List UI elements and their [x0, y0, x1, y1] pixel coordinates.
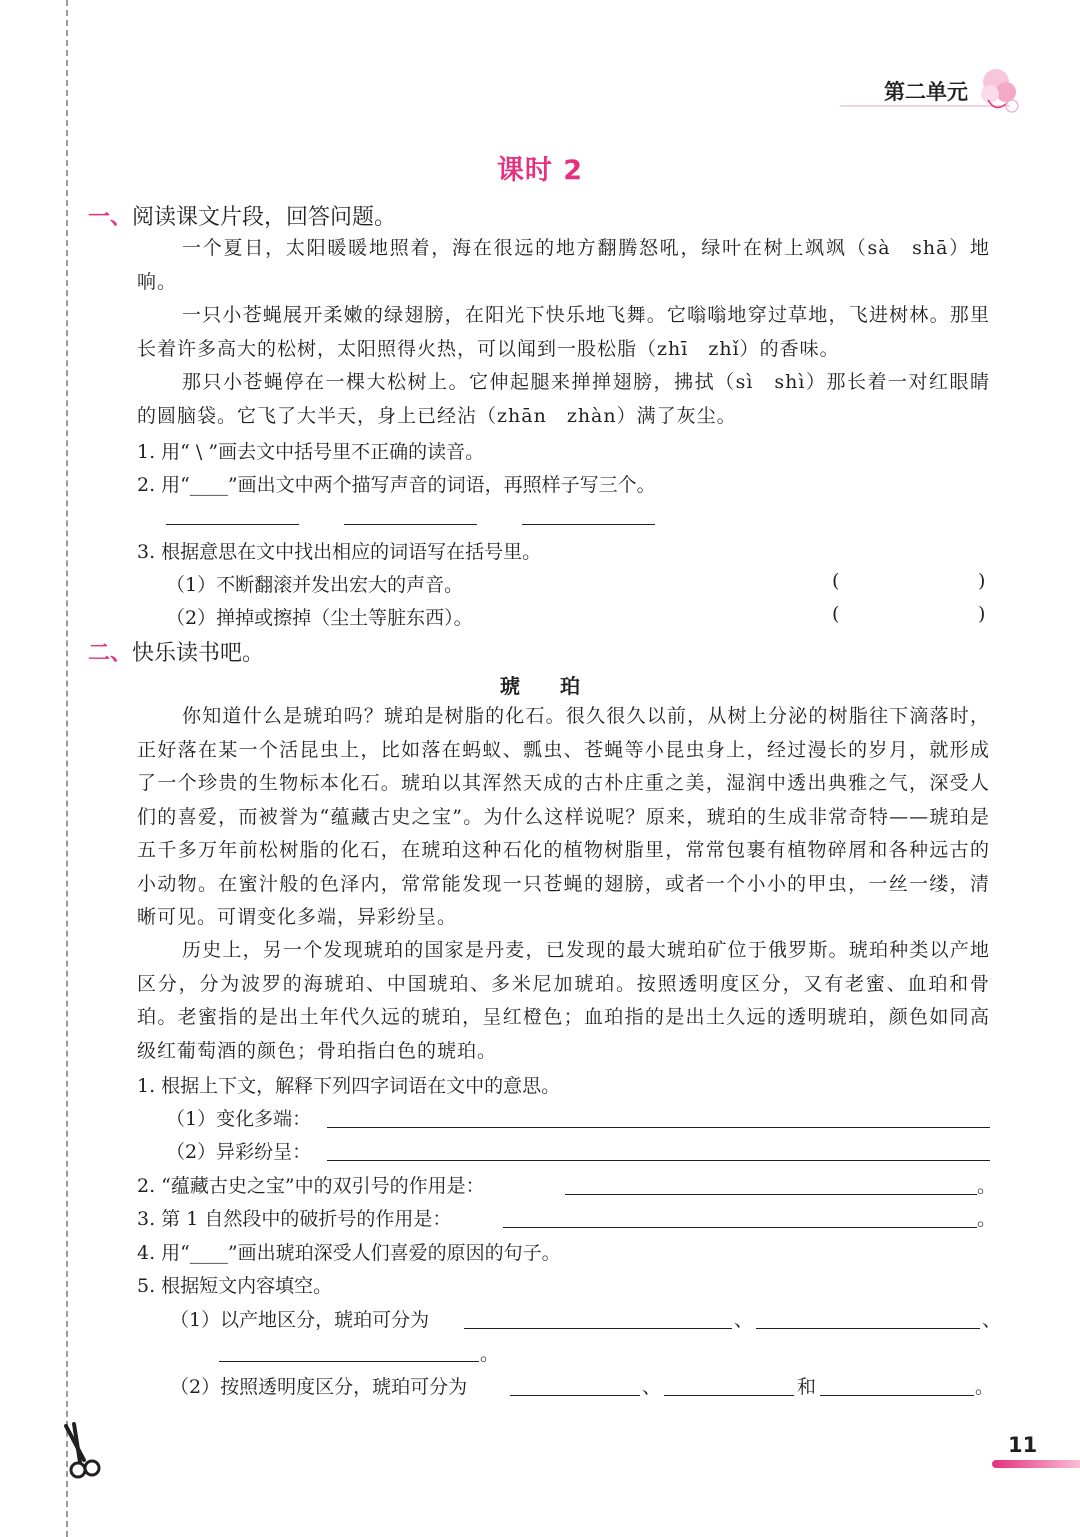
answer-blank[interactable] [166, 524, 299, 525]
section1-question-3: 3. 根据意思在文中找出相应的词语写在括号里。 [137, 541, 542, 563]
and-word: 和 [797, 1376, 817, 1398]
section2-question-3: 3. 第 1 自然段中的破折号的作用是： [137, 1208, 452, 1230]
section2-question-5: 5. 根据短文内容填空。 [137, 1275, 333, 1297]
passage2-paragraph-1: 你知道什么是琥珀吗？琥珀是树脂的化石。很久很久以前，从树上分泌的树脂往下滴落时，正好落在某一个活昆虫上，比如落在蚂蚁、瓢虫、苍蝇等小昆虫身上，经过漫长的岁月，就形成了一个珍贵的生物标本化石。琥珀以其浑然天成的古朴庄重之美，湿润中透出典雅之气，深受人们的喜爱，而被誉为“蕴藏古史之宝”。为什么这样说呢？原来，琥珀的生成非常奇特——琥珀是五千多万年前松树脂的化石，在琥珀这种石化的植物树脂里，常常包裹有植物碎屑和各种远古的小动物。在蜜汁般的色泽内，常常能发现一只苍蝇的翅膀，或者一个小小的甲虫，一丝一缕，清晰可见。可谓变化多端，异彩纷呈。 [137, 705, 990, 928]
section2-number: 二、 [88, 641, 133, 666]
section2-question-2: 2. “蕴藏古史之宝”中的双引号的作用是： [137, 1175, 485, 1197]
answer-blank[interactable] [820, 1395, 974, 1396]
article-title: 琥珀 [500, 674, 620, 698]
section2-question-4: 4. 用“____”画出琥珀深受人们喜爱的原因的句子。 [137, 1242, 561, 1264]
section2-question-1: 1. 根据上下文，解释下列四字词语在文中的意思。 [137, 1075, 561, 1097]
scissors-icon [52, 1422, 102, 1482]
section1-question-1: 1. 用“ \ ”画去文中括号里不正确的读音。 [137, 441, 485, 463]
section1-question-3-item-2: （2）掸掉或擦掉（尘土等脏东西）。 [166, 607, 473, 629]
section2-question-1-item-2: （2）异彩纷呈： [166, 1141, 312, 1163]
answer-blank[interactable] [565, 1194, 977, 1195]
section2-title: 快乐读书吧。 [132, 641, 265, 666]
answer-paren-close: ) [978, 570, 986, 592]
period-mark: 。 [480, 1343, 500, 1365]
page-number-bar [992, 1460, 1080, 1468]
answer-blank[interactable] [503, 1227, 977, 1228]
answer-blank[interactable] [756, 1328, 980, 1329]
comma-mark: 、 [734, 1309, 754, 1331]
answer-paren-open: ( [832, 570, 840, 592]
passage1-paragraph-2: 一只小苍蝇展开柔嫩的绿翅膀，在阳光下快乐地飞舞。它嗡嗡地穿过草地，飞进树林。那里长着许多高大的松树，太阳照得火热，可以闻到一股松脂（zhī zhǐ）的香味。 [137, 304, 990, 360]
section2-question-1-item-1: （1）变化多端： [166, 1108, 312, 1130]
section2-heading [88, 636, 264, 667]
section2-question-5-item-1: （1）以产地区分，琥珀可分为 [170, 1309, 430, 1331]
answer-blank[interactable] [664, 1395, 794, 1396]
answer-blank[interactable] [522, 524, 655, 525]
period-mark: 。 [977, 1208, 997, 1230]
period-mark: 。 [975, 1376, 995, 1398]
page-number: 11 [1008, 1433, 1038, 1457]
section1-title: 阅读课文片段，回答问题。 [132, 205, 397, 230]
answer-blank[interactable] [510, 1395, 640, 1396]
comma-mark: 、 [642, 1376, 662, 1398]
passage1-paragraph-3: 那只小苍蝇停在一棵大松树上。它伸起腿来掸掸翅膀，拂拭（sì shì）那长着一对红眼睛的圆脑袋。它飞了大半天，身上已经沾（zhān zhàn）满了灰尘。 [137, 371, 990, 427]
answer-blank[interactable] [219, 1361, 479, 1362]
comma-mark: 、 [982, 1309, 1002, 1331]
unit-title: 第二单元 [884, 80, 968, 104]
cut-line [66, 0, 68, 1537]
passage2-paragraph-2: 历史上，另一个发现琥珀的国家是丹麦，已发现的最大琥珀矿位于俄罗斯。琥珀种类以产地区分，分为波罗的海琥珀、中国琥珀、多米尼加琥珀。按照透明度区分，又有老蜜、血珀和骨珀。老蜜指的是出土年代久远的琥珀，呈红橙色；血珀指的是出土久远的透明琥珀，颜色如同高级红葡萄酒的颜色；骨珀指白色的琥珀。 [137, 939, 990, 1062]
section1-question-3-item-1: （1）不断翻滚并发出宏大的声音。 [166, 574, 464, 596]
section1-number: 一、 [88, 205, 133, 230]
passage1-paragraph-1: 一个夏日，太阳暖暖地照着，海在很远的地方翻腾怒吼，绿叶在树上飒飒（sà shā）地响。 [137, 237, 990, 293]
answer-blank[interactable] [464, 1328, 732, 1329]
section1-question-2: 2. 用“____”画出文中两个描写声音的词语，再照样子写三个。 [137, 474, 656, 496]
lesson-title: 课时 2 [496, 155, 584, 186]
answer-blank[interactable] [327, 1127, 990, 1128]
answer-paren-open: ( [832, 603, 840, 625]
unit-header [840, 62, 1040, 122]
answer-paren-close: ) [978, 603, 986, 625]
section2-question-5-item-2: （2）按照透明度区分，琥珀可分为 [170, 1376, 468, 1398]
answer-blank[interactable] [327, 1160, 990, 1161]
period-mark: 。 [977, 1175, 997, 1197]
section1-heading [88, 200, 396, 231]
answer-blank[interactable] [344, 524, 477, 525]
